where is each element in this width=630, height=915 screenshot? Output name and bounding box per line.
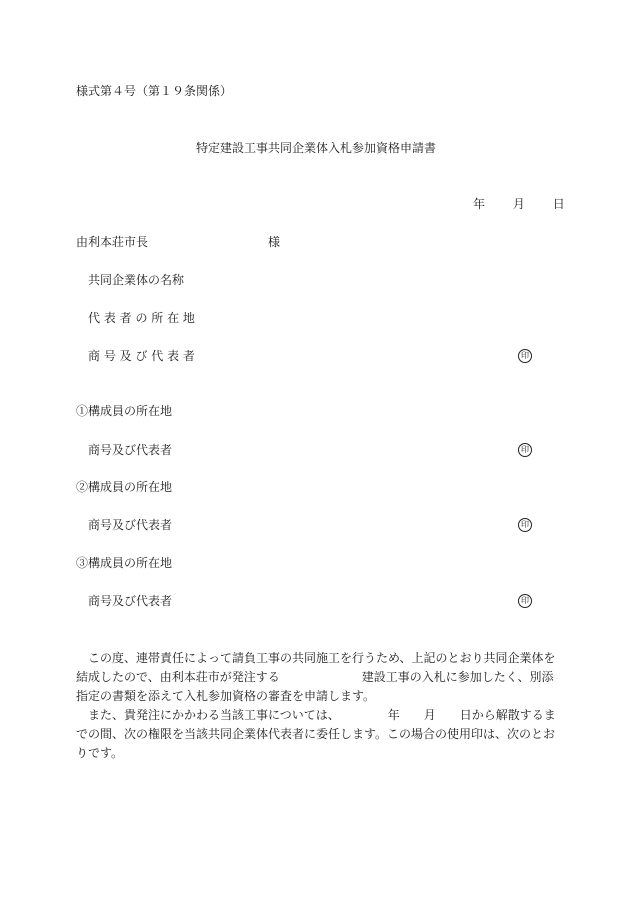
statement-paragraph-2 [76,706,558,763]
member-3-name-label: 商号及び代表者 [88,594,173,608]
form-label: 様式第４号（第１９条関係） [76,84,233,98]
member-2-address-label: ②構成員の所在地 [76,480,173,494]
member-2-name-label: 商号及び代表者 [88,518,173,532]
rep-address-label: 代 表 者 の 所 在 地 [88,311,195,325]
statement-p2-year: 年 [387,708,400,722]
rep-name-label: 商 号 及 び 代 表 者 [88,349,195,363]
jv-name-label: 共同企業体の名称 [88,273,185,287]
statement-p2-month: 月 [423,708,436,722]
document-title: 特定建設工事共同企業体入札参加資格申請書 [196,141,437,155]
statement-p2-part-a: また、貴発注にかかわる当該工事については、 [88,708,340,722]
seal-mark-member-3: 印 [518,594,532,608]
date-year: 年 [473,197,486,211]
application-date [473,198,565,210]
application-statement [76,649,558,763]
member-1-address-label: ①構成員の所在地 [76,404,173,418]
member-3-address-label: ③構成員の所在地 [76,556,173,570]
addressee-honorific: 様 [268,235,281,249]
statement-p1-part-b: 建設工事の入札に参加したく、別添指定の書類を添えて入札参加資格の審査を申請します。 [76,670,554,703]
statement-p1-part-a: この度、連帯責任によって請負工事の共同施工を行うため、上記のとおり共同企業体を結成したので、由利本荘市が発注する [76,651,556,684]
addressee-name: 由利本荘市長 [76,235,149,249]
statement-paragraph-1 [76,649,558,706]
member-1-name-label: 商号及び代表者 [88,443,173,457]
seal-mark-representative: 印 [518,349,532,363]
statement-p2-part-b: 日から解散するまでの間、次の権限を当該共同企業体代表者に委任します。この場合の使用印は、次のとおりです。 [76,708,556,760]
date-month: 月 [512,197,525,211]
date-day: 日 [552,197,565,211]
seal-mark-member-1: 印 [518,443,532,457]
seal-mark-member-2: 印 [518,518,532,532]
